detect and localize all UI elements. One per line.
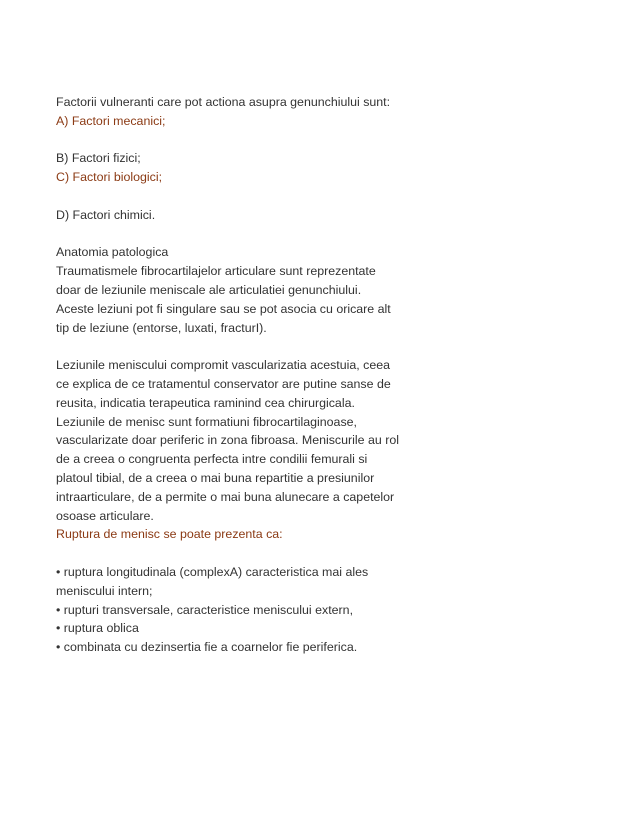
paragraph1-line: doar de leziunile meniscale ale articulatiei genunchiului. bbox=[56, 282, 362, 297]
spacer bbox=[56, 225, 426, 244]
paragraph2-line: Leziunile meniscului compromit vascularizatia acestuia, ceea bbox=[56, 358, 391, 373]
rupture-item: • rupturi transversale, caracteristice meniscului extern, bbox=[56, 602, 354, 617]
rupture-item: meniscului intern; bbox=[56, 583, 153, 598]
rupture-item: • ruptura longitudinala (complexA) caracteristica mai ales bbox=[56, 564, 369, 579]
paragraph1-line: Aceste leziuni pot fi singulare sau se pot asocia cu oricare alt bbox=[56, 301, 391, 316]
spacer bbox=[56, 544, 426, 563]
paragraph1-line: tip de leziune (entorse, luxati, fracturI). bbox=[56, 320, 267, 335]
spacer bbox=[56, 131, 426, 150]
paragraph2-line: de a creea o congruenta perfecta intre condilii femurali si bbox=[56, 452, 368, 467]
paragraph2-line: reusita, indicatia terapeutica raminind cea chirurgicala. bbox=[56, 395, 355, 410]
section-heading: Anatomia patologica bbox=[56, 245, 169, 260]
spacer bbox=[56, 337, 426, 356]
rupture-item: • ruptura oblica bbox=[56, 621, 139, 636]
rupture-item: • combinata cu dezinsertia fie a coarnelor fie periferica. bbox=[56, 640, 358, 655]
factor-c: C) Factori biologici; bbox=[56, 170, 163, 185]
intro-text: Factorii vulneranti care pot actiona asupra genunchiului sunt: bbox=[56, 95, 391, 109]
paragraph1-line: Traumatismele fibrocartilajelor articulare sunt reprezentate bbox=[56, 264, 376, 279]
factor-b: B) Factori fizici; bbox=[56, 151, 141, 166]
paragraph2-line: vascularizate doar periferic in zona fibroasa. Meniscurile au rol bbox=[56, 433, 399, 448]
factor-d: D) Factori chimici. bbox=[56, 207, 156, 222]
factor-a: A) Factori mecanici; bbox=[56, 113, 166, 128]
paragraph2-line: osoase articulare. bbox=[56, 508, 154, 523]
document-body bbox=[56, 93, 426, 657]
spacer bbox=[56, 187, 426, 206]
rupture-heading: Ruptura de menisc se poate prezenta ca: bbox=[56, 527, 283, 542]
paragraph2-line: Leziunile de menisc sunt formatiuni fibrocartilaginoase, bbox=[56, 414, 357, 429]
paragraph2-line: ce explica de ce tratamentul conservator are putine sanse de bbox=[56, 376, 391, 391]
paragraph2-line: intraarticulare, de a permite o mai buna alunecare a capetelor bbox=[56, 489, 395, 504]
paragraph2-line: platoul tibial, de a creea o mai buna repartitie a presiunilor bbox=[56, 470, 375, 485]
